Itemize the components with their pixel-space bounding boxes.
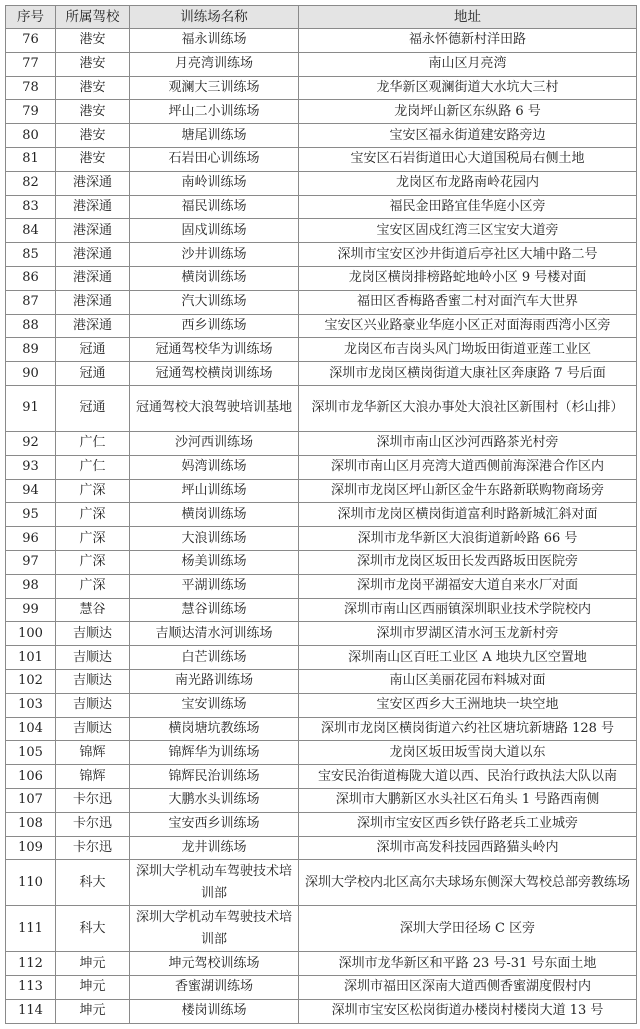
cell-index: 85 [6,243,56,267]
cell-index: 105 [6,741,56,765]
table-row [6,338,637,362]
cell-ground-name: 汽大训练场 [130,290,299,314]
table-row [6,574,637,598]
cell-ground-name: 妈湾训练场 [130,455,299,479]
cell-ground-name: 观澜大三训练场 [130,76,299,100]
cell-school: 锦辉 [56,741,130,765]
cell-ground-name: 香蜜湖训练场 [130,976,299,1000]
cell-address: 深圳大学田径场 C 区旁 [299,906,637,952]
cell-school: 冠通 [56,338,130,362]
cell-school: 冠通 [56,385,130,431]
cell-ground-name: 西乡训练场 [130,314,299,338]
table-row [6,741,637,765]
cell-school: 吉顺达 [56,622,130,646]
cell-address: 深圳市福田区深南大道西侧香蜜湖度假村内 [299,976,637,1000]
cell-ground-name: 沙井训练场 [130,243,299,267]
cell-school: 锦辉 [56,765,130,789]
cell-address: 深圳市南山区西丽镇深圳职业技术学院校内 [299,598,637,622]
cell-ground-name: 大浪训练场 [130,527,299,551]
cell-index: 89 [6,338,56,362]
cell-ground-name: 福永训练场 [130,29,299,53]
cell-index: 98 [6,574,56,598]
cell-address: 深圳市宝安区松岗街道办楼岗村楼岗大道 13 号 [299,999,637,1023]
table-row [6,290,637,314]
cell-address: 宝安区兴业路豪业华庭小区正对面海雨西湾小区旁 [299,314,637,338]
header-address: 地址 [299,6,637,29]
cell-ground-name: 锦辉民治训练场 [130,765,299,789]
table-row [6,243,637,267]
cell-address: 深圳市龙华新区大浪办事处大浪社区新围村（杉山排） [299,385,637,431]
cell-address: 深圳南山区百旺工业区 A 地块九区空置地 [299,646,637,670]
cell-ground-name: 杨美训练场 [130,550,299,574]
table-row [6,550,637,574]
cell-ground-name: 石岩田心训练场 [130,147,299,171]
cell-address: 深圳市龙华新区大浪街道新岭路 66 号 [299,527,637,551]
cell-ground-name: 深圳大学机动车驾驶技术培训部 [130,906,299,952]
cell-address: 深圳市龙华新区和平路 23 号-31 号东面土地 [299,952,637,976]
cell-school: 广仁 [56,455,130,479]
cell-index: 88 [6,314,56,338]
cell-school: 港深通 [56,266,130,290]
cell-ground-name: 月亮湾训练场 [130,52,299,76]
cell-ground-name: 龙井训练场 [130,836,299,860]
cell-school: 广深 [56,550,130,574]
cell-address: 深圳市宝安区沙井街道后亭社区大埔中路二号 [299,243,637,267]
cell-index: 81 [6,147,56,171]
cell-index: 76 [6,29,56,53]
cell-index: 80 [6,124,56,148]
table-row [6,503,637,527]
cell-index: 87 [6,290,56,314]
table-row [6,431,637,455]
cell-index: 107 [6,788,56,812]
table-row [6,976,637,1000]
cell-address: 南山区美丽花园布料城对面 [299,669,637,693]
table-row [6,765,637,789]
cell-ground-name: 南岭训练场 [130,171,299,195]
table-row [6,479,637,503]
cell-address: 福民金田路宜佳华庭小区旁 [299,195,637,219]
cell-address: 宝安区固戍红湾三区宝安大道旁 [299,219,637,243]
cell-school: 冠通 [56,362,130,386]
cell-address: 深圳市宝安区西乡铁仔路老兵工业城旁 [299,812,637,836]
cell-ground-name: 深圳大学机动车驾驶技术培训部 [130,860,299,906]
cell-address: 宝安区福永街道建安路旁边 [299,124,637,148]
table-row [6,906,637,952]
table-row [6,29,637,53]
cell-address: 深圳大学校内北区高尔夫球场东侧深大驾校总部旁教练场 [299,860,637,906]
cell-address: 深圳市高发科技园西路猫头岭内 [299,836,637,860]
cell-school: 广深 [56,574,130,598]
cell-school: 港深通 [56,243,130,267]
cell-ground-name: 坪山训练场 [130,479,299,503]
table-row [6,646,637,670]
cell-index: 94 [6,479,56,503]
table-row [6,124,637,148]
cell-index: 78 [6,76,56,100]
cell-address: 宝安区西乡大王洲地块一块空地 [299,693,637,717]
table-row [6,812,637,836]
cell-address: 宝安区石岩街道田心大道国税局右侧土地 [299,147,637,171]
cell-school: 广深 [56,503,130,527]
cell-school: 港安 [56,147,130,171]
cell-ground-name: 冠通驾校大浪驾驶培训基地 [130,385,299,431]
cell-school: 广仁 [56,431,130,455]
cell-ground-name: 横岗训练场 [130,503,299,527]
cell-address: 龙岗坪山新区东纵路 6 号 [299,100,637,124]
cell-ground-name: 白芒训练场 [130,646,299,670]
cell-school: 卡尔迅 [56,836,130,860]
cell-index: 82 [6,171,56,195]
cell-ground-name: 吉顺达清水河训练场 [130,622,299,646]
cell-index: 113 [6,976,56,1000]
cell-ground-name: 横岗训练场 [130,266,299,290]
training-ground-table [5,5,637,1024]
cell-address: 宝安民治街道梅陇大道以西、民治行政执法大队以南 [299,765,637,789]
table-row [6,314,637,338]
table-row [6,76,637,100]
cell-ground-name: 横岗塘坑教练场 [130,717,299,741]
cell-index: 84 [6,219,56,243]
cell-school: 广深 [56,479,130,503]
table-row [6,999,637,1023]
cell-index: 90 [6,362,56,386]
cell-address: 深圳市龙岗区坂田长发西路坂田医院旁 [299,550,637,574]
cell-school: 坤元 [56,952,130,976]
cell-school: 港深通 [56,195,130,219]
table-header-row [6,6,637,29]
table-row [6,362,637,386]
cell-school: 坤元 [56,999,130,1023]
cell-school: 慧谷 [56,598,130,622]
cell-index: 106 [6,765,56,789]
cell-address: 深圳市龙岗区横岗街道富利时路新城汇斜对面 [299,503,637,527]
cell-ground-name: 楼岗训练场 [130,999,299,1023]
cell-index: 95 [6,503,56,527]
cell-address: 龙岗区坂田坂雪岗大道以东 [299,741,637,765]
table-row [6,195,637,219]
cell-address: 龙岗区布龙路南岭花园内 [299,171,637,195]
cell-index: 110 [6,860,56,906]
table-row [6,171,637,195]
cell-address: 福田区香梅路香蜜二村对面汽车大世界 [299,290,637,314]
cell-address: 深圳市大鹏新区水头社区石角头 1 号路西南侧 [299,788,637,812]
table-row [6,952,637,976]
table-row [6,717,637,741]
table-row [6,527,637,551]
cell-ground-name: 固戍训练场 [130,219,299,243]
cell-school: 广深 [56,527,130,551]
cell-school: 港深通 [56,171,130,195]
cell-index: 103 [6,693,56,717]
cell-index: 83 [6,195,56,219]
table-row [6,598,637,622]
table-row [6,693,637,717]
cell-school: 科大 [56,906,130,952]
cell-ground-name: 福民训练场 [130,195,299,219]
table-row [6,455,637,479]
cell-address: 深圳市龙岗区坪山新区金牛东路新联购物商场旁 [299,479,637,503]
cell-index: 100 [6,622,56,646]
cell-ground-name: 宝安训练场 [130,693,299,717]
cell-address: 龙岗区横岗排榜路蛇地岭小区 9 号楼对面 [299,266,637,290]
cell-index: 112 [6,952,56,976]
cell-index: 79 [6,100,56,124]
cell-ground-name: 宝安西乡训练场 [130,812,299,836]
cell-ground-name: 锦辉华为训练场 [130,741,299,765]
cell-address: 深圳市龙岗平湖福安大道自来水厂对面 [299,574,637,598]
cell-address: 龙岗区布吉岗头风门坳坂田街道亚莲工业区 [299,338,637,362]
cell-address: 深圳市龙岗区横岗街道大康社区奔康路 7 号后面 [299,362,637,386]
cell-index: 97 [6,550,56,574]
cell-school: 港深通 [56,219,130,243]
cell-ground-name: 大鹏水头训练场 [130,788,299,812]
table-row [6,622,637,646]
cell-address: 深圳市南山区月亮湾大道西侧前海深港合作区内 [299,455,637,479]
cell-ground-name: 塘尾训练场 [130,124,299,148]
table-row [6,669,637,693]
cell-ground-name: 慧谷训练场 [130,598,299,622]
cell-school: 卡尔迅 [56,812,130,836]
cell-school: 港深通 [56,290,130,314]
cell-index: 77 [6,52,56,76]
cell-school: 港安 [56,100,130,124]
cell-index: 86 [6,266,56,290]
cell-school: 港安 [56,52,130,76]
cell-address: 深圳市罗湖区清水河玉龙新村旁 [299,622,637,646]
cell-ground-name: 冠通驾校华为训练场 [130,338,299,362]
cell-school: 卡尔迅 [56,788,130,812]
cell-address: 南山区月亮湾 [299,52,637,76]
cell-school: 吉顺达 [56,717,130,741]
cell-ground-name: 冠通驾校横岗训练场 [130,362,299,386]
cell-index: 114 [6,999,56,1023]
header-school: 所属驾校 [56,6,130,29]
cell-school: 吉顺达 [56,693,130,717]
cell-school: 科大 [56,860,130,906]
cell-school: 港深通 [56,314,130,338]
cell-school: 吉顺达 [56,646,130,670]
cell-address: 深圳市龙岗区横岗街道六约社区塘坑新塘路 128 号 [299,717,637,741]
cell-index: 111 [6,906,56,952]
cell-index: 92 [6,431,56,455]
cell-ground-name: 坤元驾校训练场 [130,952,299,976]
table-row [6,385,637,431]
cell-index: 102 [6,669,56,693]
cell-ground-name: 沙河西训练场 [130,431,299,455]
cell-index: 108 [6,812,56,836]
table-row [6,266,637,290]
cell-index: 91 [6,385,56,431]
table-row [6,100,637,124]
table-row [6,836,637,860]
cell-school: 港安 [56,76,130,100]
cell-index: 96 [6,527,56,551]
cell-address: 福永怀德新村洋田路 [299,29,637,53]
cell-school: 坤元 [56,976,130,1000]
cell-index: 93 [6,455,56,479]
cell-school: 港安 [56,124,130,148]
table-body [6,29,637,1024]
table-row [6,52,637,76]
cell-ground-name: 坪山二小训练场 [130,100,299,124]
table-row [6,147,637,171]
cell-index: 101 [6,646,56,670]
table-row [6,860,637,906]
cell-address: 龙华新区观澜街道大水坑大三村 [299,76,637,100]
cell-school: 吉顺达 [56,669,130,693]
table-row [6,219,637,243]
cell-index: 109 [6,836,56,860]
cell-ground-name: 平湖训练场 [130,574,299,598]
table-row [6,788,637,812]
header-index: 序号 [6,6,56,29]
cell-index: 99 [6,598,56,622]
header-ground-name: 训练场名称 [130,6,299,29]
cell-ground-name: 南光路训练场 [130,669,299,693]
cell-address: 深圳市南山区沙河西路茶光村旁 [299,431,637,455]
cell-index: 104 [6,717,56,741]
cell-school: 港安 [56,29,130,53]
